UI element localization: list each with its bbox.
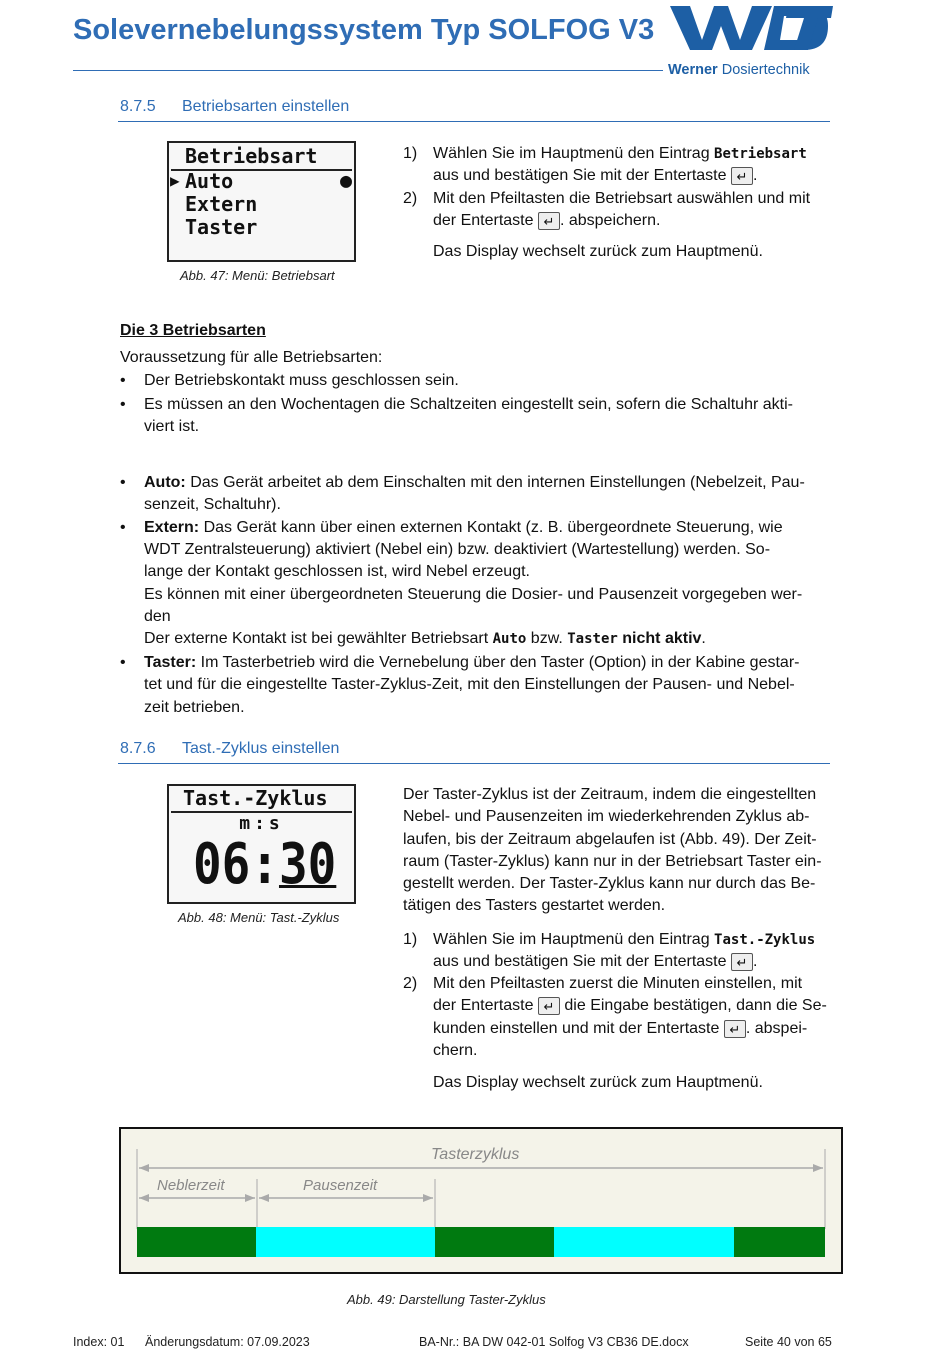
taster-zyklus-paragraph: [403, 784, 843, 918]
footer-page: Seite 40 von 65: [745, 1335, 832, 1349]
taster-cycle-diagram: [119, 1127, 843, 1274]
lcd-time-value: [193, 834, 336, 896]
bullet-icon: •: [120, 474, 126, 491]
menu-entry-betriebsart: Betriebsart: [714, 146, 807, 162]
lcd-title: Tast.-Zyklus: [183, 786, 328, 810]
modes-heading: Die 3 Betriebsarten: [120, 322, 266, 339]
section-title: Tast.-Zyklus einstellen: [182, 740, 340, 757]
enter-key-icon: ↵: [731, 953, 753, 971]
step-text-part: . abspei-: [745, 1020, 808, 1037]
display-note: Das Display wechselt zurück zum Hauptmenü.: [433, 1074, 763, 1091]
paragraph-line: laufen, bis der Zeitraum abgelaufen ist (Abb. 49). Der Zeit-: [403, 830, 817, 848]
section-number: 8.7.5: [120, 98, 156, 115]
step-text-part: Wählen Sie im Hauptmenü den Eintrag: [433, 145, 715, 162]
paragraph-line: Nebel- und Pausenzeiten im wiederkehrenden Zyklus ab-: [403, 808, 810, 826]
mode-text: zeit betrieben.: [144, 699, 245, 716]
mode-text: Es können mit einer übergeordneten Steuerung die Dosier- und Pausenzeit vorgegeben wer-: [144, 586, 803, 603]
enter-key-icon: ↵: [538, 997, 560, 1015]
mode-text: senzeit, Schaltuhr).: [144, 496, 281, 513]
prereq-text: Der Betriebskontakt muss geschlossen sein.: [144, 372, 459, 389]
logo-word-werner: Werner: [668, 62, 718, 78]
mode-text-part: .: [701, 630, 706, 647]
mode-text-part: Der externe Kontakt ist bei gewählter Betriebsart: [144, 630, 493, 647]
mode-text: [144, 517, 783, 539]
step-text-line2: [433, 995, 827, 1017]
step-text-part: .: [752, 953, 758, 970]
mode-keyword-taster: Taster: [567, 631, 618, 647]
step-text-line2: [433, 210, 660, 232]
section-rule: [118, 763, 830, 764]
segment-pause: [256, 1227, 435, 1257]
lcd-item-extern: Extern: [185, 192, 258, 216]
paragraph-line: gestellt werden. Der Taster-Zyklus kann nur durch das Be-: [403, 875, 816, 893]
mode-text-part: bzw.: [526, 630, 568, 647]
lcd-separator: :: [250, 832, 279, 897]
step-number: 2): [403, 190, 418, 207]
bullet-icon: •: [120, 372, 126, 389]
step-text-line2: [433, 951, 757, 973]
step-text: Mit den Pfeiltasten die Betriebsart auswählen und mit: [433, 190, 811, 207]
paragraph-line: raum (Taster-Zyklus) kann nur in der Betriebsart Taster ein-: [403, 852, 822, 870]
footer-date: Änderungsdatum: 07.09.2023: [145, 1335, 310, 1349]
enter-key-icon: ↵: [731, 167, 753, 185]
figure-caption-48: Abb. 48: Menü: Tast.-Zyklus: [178, 910, 340, 925]
mode-text: [144, 652, 799, 674]
mode-label: Taster:: [144, 654, 197, 671]
mode-text-part: Das Gerät arbeitet ab dem Einschalten mit den internen Einstellungen (Nebelzeit, Pau-: [185, 474, 805, 491]
enter-key-icon: ↵: [538, 212, 560, 230]
step-text-line3: [433, 1018, 807, 1040]
step-1: [403, 929, 843, 975]
step-text: Mit den Pfeiltasten zuerst die Minuten einstellen, mit: [433, 975, 803, 992]
step-text-part: der Entertaste: [433, 997, 534, 1014]
mode-text: [144, 472, 805, 494]
lcd-minutes: 06: [193, 832, 251, 897]
step-2: [403, 188, 843, 234]
step-text: [433, 143, 807, 165]
label-neblerzeit: Neblerzeit: [157, 1177, 225, 1194]
footer-docnr: BA-Nr.: BA DW 042-01 Solfog V3 CB36 DE.docx: [419, 1335, 689, 1349]
section-heading-876: [120, 740, 339, 758]
lcd-cursor: ▶: [170, 171, 180, 190]
mode-text-bold: nicht aktiv: [617, 630, 702, 647]
document-title: Solevernebelungssystem Typ SOLFOG V3: [73, 14, 655, 46]
step-text-line4: chern.: [433, 1042, 478, 1059]
mode-text: lange der Kontakt geschlossen ist, wird Nebel erzeugt.: [144, 563, 530, 580]
step-text-part: Wählen Sie im Hauptmenü den Eintrag: [433, 931, 715, 948]
step-text-part: der Entertaste: [433, 212, 534, 229]
segment-pause: [554, 1227, 734, 1257]
lcd-item-taster: Taster: [185, 215, 258, 239]
step-text-part: . abspeichern.: [559, 212, 661, 229]
lcd-item-auto: Auto: [185, 169, 234, 193]
step-2: [403, 973, 843, 1063]
lcd-seconds: 30: [278, 832, 337, 897]
logo-word-dosiertechnik: Dosiertechnik: [721, 62, 810, 78]
modes-prerequisite: Voraussetzung für alle Betriebsarten:: [120, 349, 383, 366]
bullet-icon: •: [120, 396, 126, 413]
display-note: Das Display wechselt zurück zum Hauptmenü.: [433, 243, 763, 260]
step-text: [433, 929, 815, 951]
logo-subtitle: [668, 62, 810, 78]
mode-text: [144, 628, 706, 650]
mode-label: Auto:: [144, 474, 186, 491]
step-text-part: die Eingabe bestätigen, dann die Se-: [559, 997, 827, 1014]
label-pausenzeit: Pausenzeit: [303, 1177, 378, 1194]
paragraph-line: Der Taster-Zyklus ist der Zeitraum, indem die eingestellten: [403, 786, 817, 803]
step-text-part: aus und bestätigen Sie mit der Entertaste: [433, 167, 727, 184]
section-title: Betriebsarten einstellen: [182, 98, 350, 115]
step-number: 1): [403, 931, 418, 948]
bullet-icon: •: [120, 519, 126, 536]
step-text-line2: [433, 165, 757, 187]
lcd-tast-zyklus-display: [167, 784, 356, 904]
menu-entry-tast-zyklus: Tast.-Zyklus: [714, 932, 816, 948]
header-rule: [73, 70, 663, 71]
lcd-selected-marker: ●: [339, 168, 352, 192]
mode-text: WDT Zentralsteuerung) aktiviert (Nebel ein) bzw. deaktiviert (Wartestellung) werden. So-: [144, 541, 771, 558]
mode-text: den: [144, 608, 171, 625]
figure-caption-49: Abb. 49: Darstellung Taster-Zyklus: [347, 1292, 546, 1307]
label-tasterzyklus: Tasterzyklus: [431, 1146, 520, 1163]
mode-text: tet und für die eingestellte Taster-Zyklus-Zeit, mit den Einstellungen der Pausen- und Nebel-: [144, 676, 795, 693]
segment-fog: [734, 1227, 825, 1257]
section-heading-875: [120, 98, 349, 116]
step-number: 2): [403, 975, 418, 992]
step-text-part: .: [752, 167, 758, 184]
mode-text-part: Im Tasterbetrieb wird die Vernebelung über den Taster (Option) in der Kabine gestar-: [196, 654, 800, 671]
mode-text-part: Das Gerät kann über einen externen Kontakt (z. B. übergeordnete Steuerung, wie: [199, 519, 783, 536]
figure-caption-47: Abb. 47: Menü: Betriebsart: [180, 268, 335, 283]
mode-label: Extern:: [144, 519, 200, 536]
step-text-part: aus und bestätigen Sie mit der Entertaste: [433, 953, 727, 970]
section-number: 8.7.6: [120, 740, 156, 757]
step-1: [403, 143, 843, 189]
enter-key-icon: ↵: [724, 1020, 746, 1038]
mode-keyword-auto: Auto: [492, 631, 527, 647]
step-text-part: kunden einstellen und mit der Entertaste: [433, 1020, 720, 1037]
lcd-title: Betriebsart: [185, 144, 318, 168]
paragraph-line: tätigen des Tasters gestartet werden.: [403, 897, 666, 915]
prereq-text: Es müssen an den Wochentagen die Schaltzeiten eingestellt sein, sofern die Schaltuhr akti-: [144, 396, 793, 413]
segment-fog: [137, 1227, 256, 1257]
bullet-icon: •: [120, 654, 126, 671]
step-number: 1): [403, 145, 418, 162]
prereq-text: viert ist.: [144, 418, 200, 435]
section-rule: [118, 121, 830, 122]
segment-fog: [435, 1227, 554, 1257]
footer-index: Index: 01: [73, 1335, 125, 1349]
lcd-betriebsart-display: [167, 141, 356, 262]
lcd-unit-label: m:s: [239, 813, 284, 834]
